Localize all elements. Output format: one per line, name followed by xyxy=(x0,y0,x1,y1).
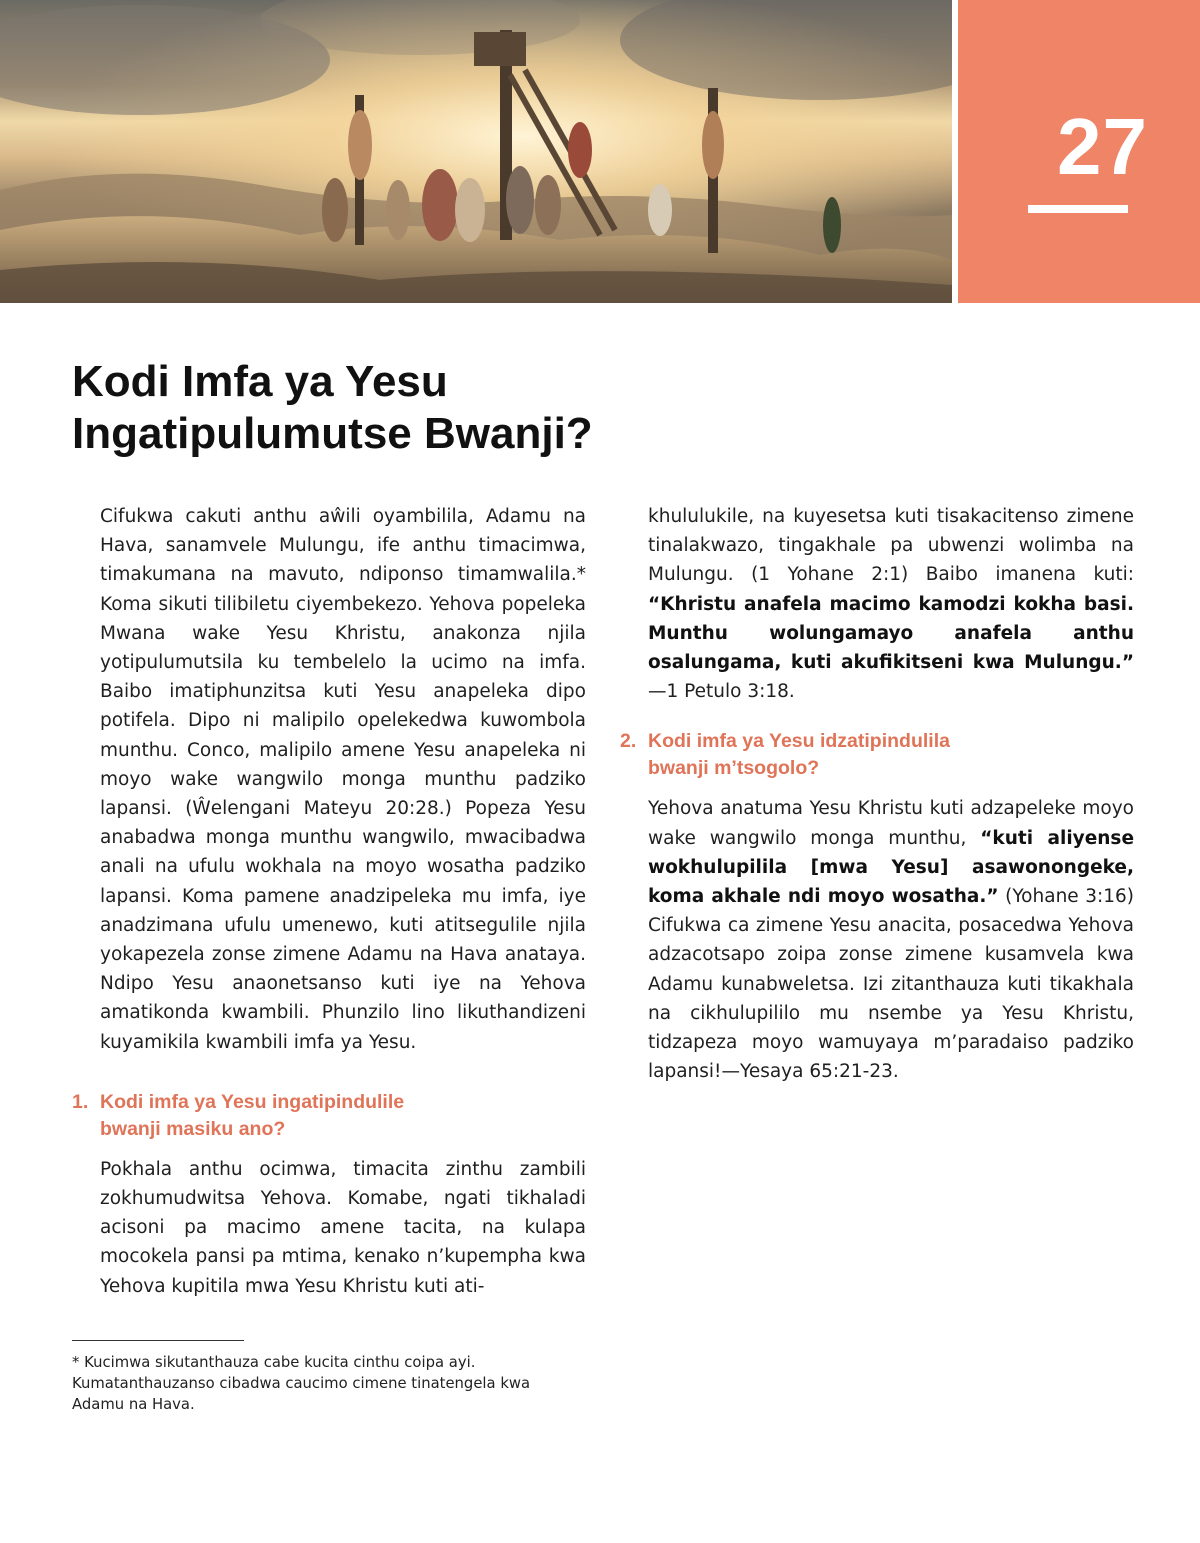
crucifixion-illustration xyxy=(0,0,952,303)
section-1-paragraph-continued xyxy=(648,502,1134,706)
question-1-heading xyxy=(72,1089,586,1143)
question-2-number: 2. xyxy=(620,730,637,753)
section-2-text-b: (Yohane 3:16) Cifukwa ca zimene Yesu anacita, posacedwa Yehova adzacotsapo zoipa zonse zimene kusamvela kwa Adamu kunabweletsa. Izi zitanthauza kuti tikakhala na cikhulupililo mu nsembe ya Yesu Khristu, tidzapeza moyo wamuyaya m’paradaiso padziko lapansi!—Yesaya 65:21-23. xyxy=(648,886,1134,1083)
question-1-line-1: Kodi imfa ya Yesu ingatipindulile xyxy=(100,1090,405,1113)
chapter-number: 27 xyxy=(1057,102,1148,191)
chapter-rule xyxy=(1028,205,1128,213)
section-1-text-cont: khululukile, na kuyesetsa kuti tisakacitenso zimene tinalakwazo, tingakhale pa ubwenzi wolimba na Mulungu. (1 Yohane 2:1) Baibo imanena kuti: xyxy=(648,506,1134,586)
page-title xyxy=(72,356,872,460)
left-column xyxy=(72,502,586,1301)
chapter-badge xyxy=(958,0,1200,303)
section-1-paragraph-start: Pokhala anthu ocimwa, timacita zinthu zambili zokhumudwitsa Yehova. Komabe, ngati tikhaladi acisoni pa macimo amene tacita, na kulapa mocokela pansi pa mtima, kenako n’kupempha kwa Yehova kupitila mwa Yesu Khristu kuti ati- xyxy=(100,1158,586,1297)
question-1-line-2: bwanji masiku ano? xyxy=(100,1117,286,1140)
question-1-number: 1. xyxy=(72,1090,89,1113)
section-2-paragraph xyxy=(648,794,1134,1086)
title-line-1: Kodi Imfa ya Yesu xyxy=(72,357,448,406)
question-2-heading xyxy=(620,728,1134,782)
footnote-divider xyxy=(72,1340,244,1341)
footnote: * Kucimwa sikutanthauza cabe kucita cinthu coipa ayi. Kumatanthauzanso cibadwa caucimo cimene tinatengela kwa Adamu na Hava. xyxy=(72,1354,531,1413)
section-2-quote: “kuti aliyense wokhulupilila [mwa Yesu] asawonongeke, koma akhale ndi moyo wosatha.” xyxy=(648,827,1134,908)
section-1-reference: —1 Petulo 3:18. xyxy=(648,681,795,703)
hero-image xyxy=(0,0,952,303)
section-1-quote: “Khristu anafela macimo kamodzi kokha basi. Munthu wolungamayo anafela anthu osalungama, kuti akufikitseni kwa Mulungu.” xyxy=(648,593,1134,674)
title-line-2: Ingatipulumutse Bwanji? xyxy=(72,409,593,458)
section-2-text-a: Yehova anatuma Yesu Khristu kuti adzapeleke moyo wake wangwilo monga munthu, xyxy=(648,798,1134,849)
right-column xyxy=(620,502,1134,1086)
question-2-line-1: Kodi imfa ya Yesu idzatipindulila xyxy=(648,730,950,753)
question-2-line-2: bwanji m’tsogolo? xyxy=(648,757,820,780)
intro-paragraph: Cifukwa cakuti anthu aŵili oyambilila, Adamu na Hava, sanamvele Mulungu, ife anthu timacimwa, timakumana na mavuto, ndiponso timamwalila.* Koma sikuti tilibiletu ciyembekezo. Yehova popeleka Mwana wake Yesu Khristu, anakonza njila yotipulumutsila ku tembelelo la ucimo na imfa. Baibo imatiphunzitsa kuti Yesu anapeleka dipo potifela. Dipo ni malipilo opelekedwa kuwombola munthu. Conco, malipilo amene Yesu anapeleka ni moyo wake wangwilo monga munthu padziko lapansi. (Ŵelengani Mateyu 20:28.) Popeza Yesu anabadwa monga munthu wangwilo, mwacibadwa anali na ufulu wokhala na moyo wosatha padziko lapansi. Koma pamene anadzipeleka mu imfa, iye anadzimana ufulu umenewo, kuti atitsegulile njila yokapezela zonse zimene Adamu na Hava anataya. Ndipo Yesu anaonetsanso kuti iye na Yehova amatikonda kwambili. Phunzilo lino likuthandizeni kuyamikila kwambili imfa ya Yesu. xyxy=(100,506,586,1053)
